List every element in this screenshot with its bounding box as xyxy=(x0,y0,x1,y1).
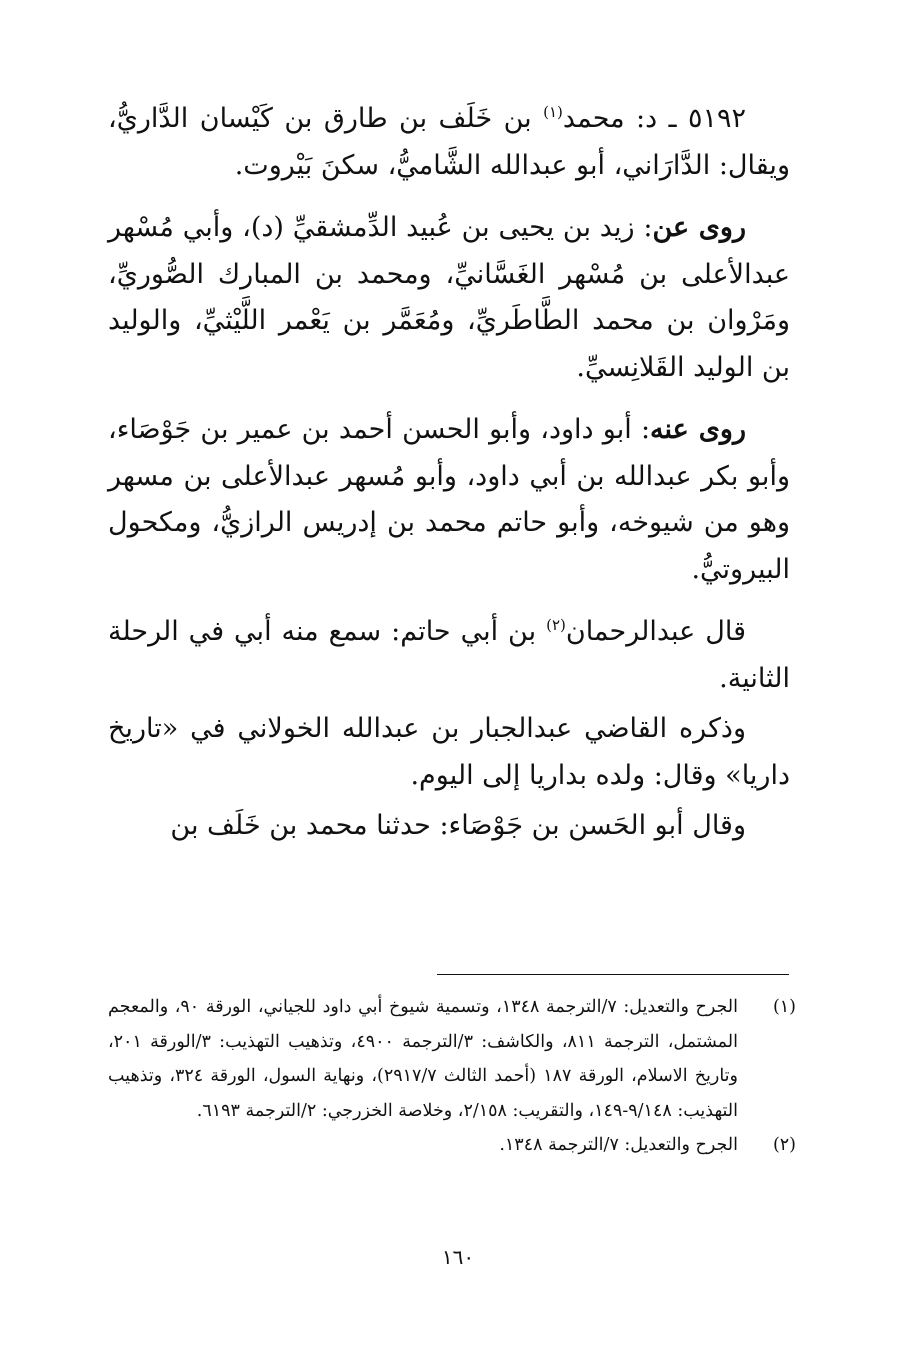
footnote-divider xyxy=(437,974,789,975)
page-number: ١٦٠ xyxy=(441,1245,475,1269)
qala-paragraph xyxy=(108,609,790,702)
rawa-an-paragraph xyxy=(108,205,790,391)
qala-text-b: بن أبي حاتم: سمع منه أبي في الرحلة الثانية. xyxy=(108,616,790,694)
rawa-anhu-paragraph xyxy=(108,407,790,593)
footnote-text: الجرح والتعديل: ٧/الترجمة ١٣٤٨. xyxy=(499,1135,738,1155)
footnote-ref-1: (١) xyxy=(543,103,563,121)
entry-heading-rest: بن خَلَف بن طارق بن كَيْسان الدَّاريُّ، ويقال: الدَّارَاني، أبو عبدالله الشَّاميُّ، سكنَ بَيْروت. xyxy=(108,103,790,181)
rawa-anhu-label: روى عنه xyxy=(650,414,747,445)
qala-text-a: قال عبدالرحمان xyxy=(565,616,746,647)
rawa-an-label: روى عن xyxy=(652,212,746,243)
footnote-text: الجرح والتعديل: ٧/الترجمة ١٣٤٨، وتسمية شيوخ أبي داود للجياني، الورقة ٩٠، والمعجم المشتمل، الترجمة ٨١١، والكاشف: ٣/الترجمة ٤٩٠٠، وتذهيب التهذيب: ٣/الورقة ٢٠١، وتاريخ الاسلام، الورقة ١٨٧ (أحمد الثالث ٢٩١٧/٧)، ونهاية السول، الورقة ٣٢٤، وتذهيب التهذيب: ٩/١٤٨-١٤٩، والتقريب: ٢/١٥٨، وخلاصة الخزرجي: ٢/الترجمة ٦١٩٣. xyxy=(108,997,739,1121)
main-text xyxy=(108,96,790,866)
rawa-an-text: : زيد بن يحيى بن عُبيد الدِّمشقيِّ (د)، وأبي مُسْهر عبدالأعلى بن مُسْهر الغَسَّانيِّ، ومحمد بن المبارك الصُّوريِّ، ومَرْوان بن محمد الطَّاطَريِّ، ومُعَمَّر بن يَعْمر اللَّيْثيِّ، والوليد بن الوليد القَلانِسيِّ. xyxy=(108,212,790,383)
footnote-ref-2: (٢) xyxy=(546,616,566,634)
entry-heading: ٥١٩٢ ـ د: محمد xyxy=(562,103,746,134)
footnote-2 xyxy=(108,1128,796,1163)
footnote-number: (٢) xyxy=(772,1135,796,1155)
dhakarahu-paragraph: وذكره القاضي عبدالجبار بن عبدالله الخولاني في «تاريخ داريا» وقال: ولده بداريا إلى اليوم. xyxy=(108,713,790,791)
rawa-anhu-text: : أبو داود، وأبو الحسن أحمد بن عمير بن جَوْصَاء، وأبو بكر عبدالله بن أبي داود، وأبو مُسهر عبدالأعلى بن مسهر وهو من شيوخه، وأبو حاتم محمد بن إدريس الرازيُّ، ومكحول البيروتيُّ. xyxy=(108,414,790,585)
entry-heading-paragraph xyxy=(108,96,790,189)
footnote-1 xyxy=(108,990,796,1128)
footnotes xyxy=(108,990,796,1163)
footnote-number: (١) xyxy=(772,997,796,1017)
wa-qala-paragraph: وقال أبو الحَسن بن جَوْصَاء: حدثنا محمد بن خَلَف بن xyxy=(170,810,746,841)
